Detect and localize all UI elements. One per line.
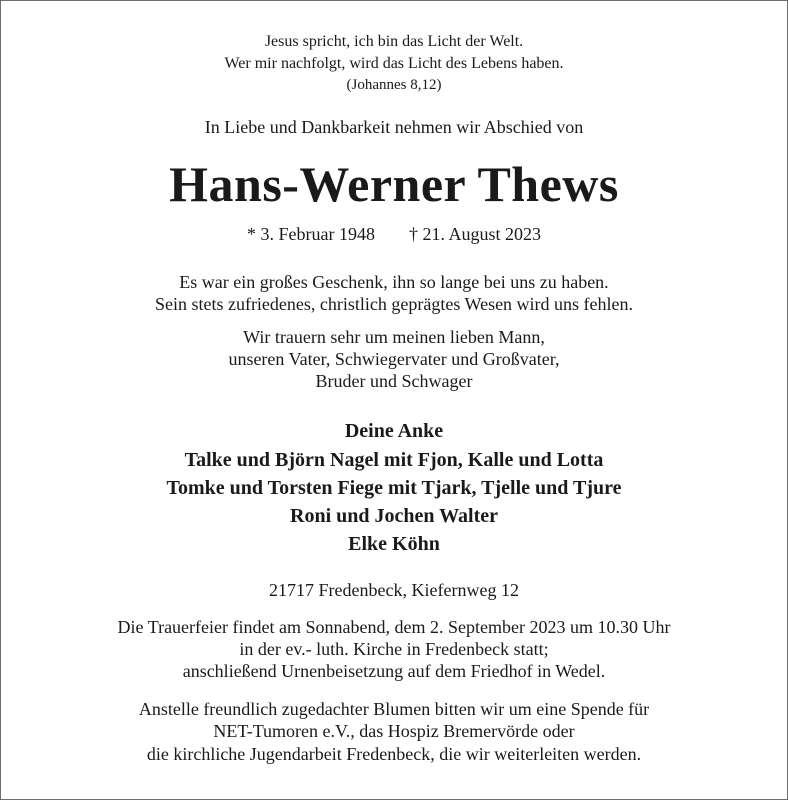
service-line-1: Die Trauerfeier findet am Sonnabend, dem 2. September 2023 um 10.30 Uhr: [117, 617, 671, 637]
verse-line-1: Jesus spricht, ich bin das Licht der Welt.: [264, 33, 524, 50]
family-line: Talke und Björn Nagel mit Fjon, Kalle und Lotta: [184, 449, 604, 471]
donation-line-3: die kirchliche Jugendarbeit Fredenbeck, die wir weiterleiten werden.: [146, 744, 642, 764]
family-line: Tomke und Torsten Fiege mit Tjark, Tjelle und Tjure: [166, 477, 622, 499]
mourning-line-3: Bruder und Schwager: [315, 371, 473, 391]
mourning-line-2: unseren Vater, Schwiegervater und Großvater,: [228, 349, 560, 369]
service-line-3: anschließend Urnenbeisetzung auf dem Friedhof in Wedel.: [182, 661, 606, 681]
address: 21717 Fredenbeck, Kiefernweg 12: [269, 580, 519, 600]
family-line: Deine Anke: [344, 420, 444, 442]
donation-line-1: Anstelle freundlich zugedachter Blumen bitten wir um eine Spende für: [138, 699, 650, 719]
tribute-line-2: Sein stets zufriedenes, christlich geprägtes Wesen wird uns fehlen.: [154, 294, 634, 314]
donation-line-2: NET-Tumoren e.V., das Hospiz Bremervörde oder: [213, 721, 575, 741]
life-dates: [0, 224, 788, 245]
intro-text: In Liebe und Dankbarkeit nehmen wir Abschied von: [204, 117, 584, 137]
mourning-line-1: Wir trauern sehr um meinen lieben Mann,: [243, 327, 545, 347]
verse-reference: (Johannes 8,12): [346, 77, 442, 93]
verse-line-2: Wer mir nachfolgt, wird das Licht des Lebens haben.: [224, 55, 564, 72]
family-line: Elke Köhn: [348, 533, 440, 555]
birth-date: * 3. Februar 1948: [247, 224, 375, 244]
service-line-2: in der ev.- luth. Kirche in Fredenbeck statt;: [239, 639, 549, 659]
family-line: Roni und Jochen Walter: [290, 505, 498, 527]
death-date: † 21. August 2023: [408, 224, 541, 244]
tribute-line-1: Es war ein großes Geschenk, ihn so lange bei uns zu haben.: [179, 272, 609, 292]
deceased-name: Hans-Werner Thews: [169, 156, 619, 212]
